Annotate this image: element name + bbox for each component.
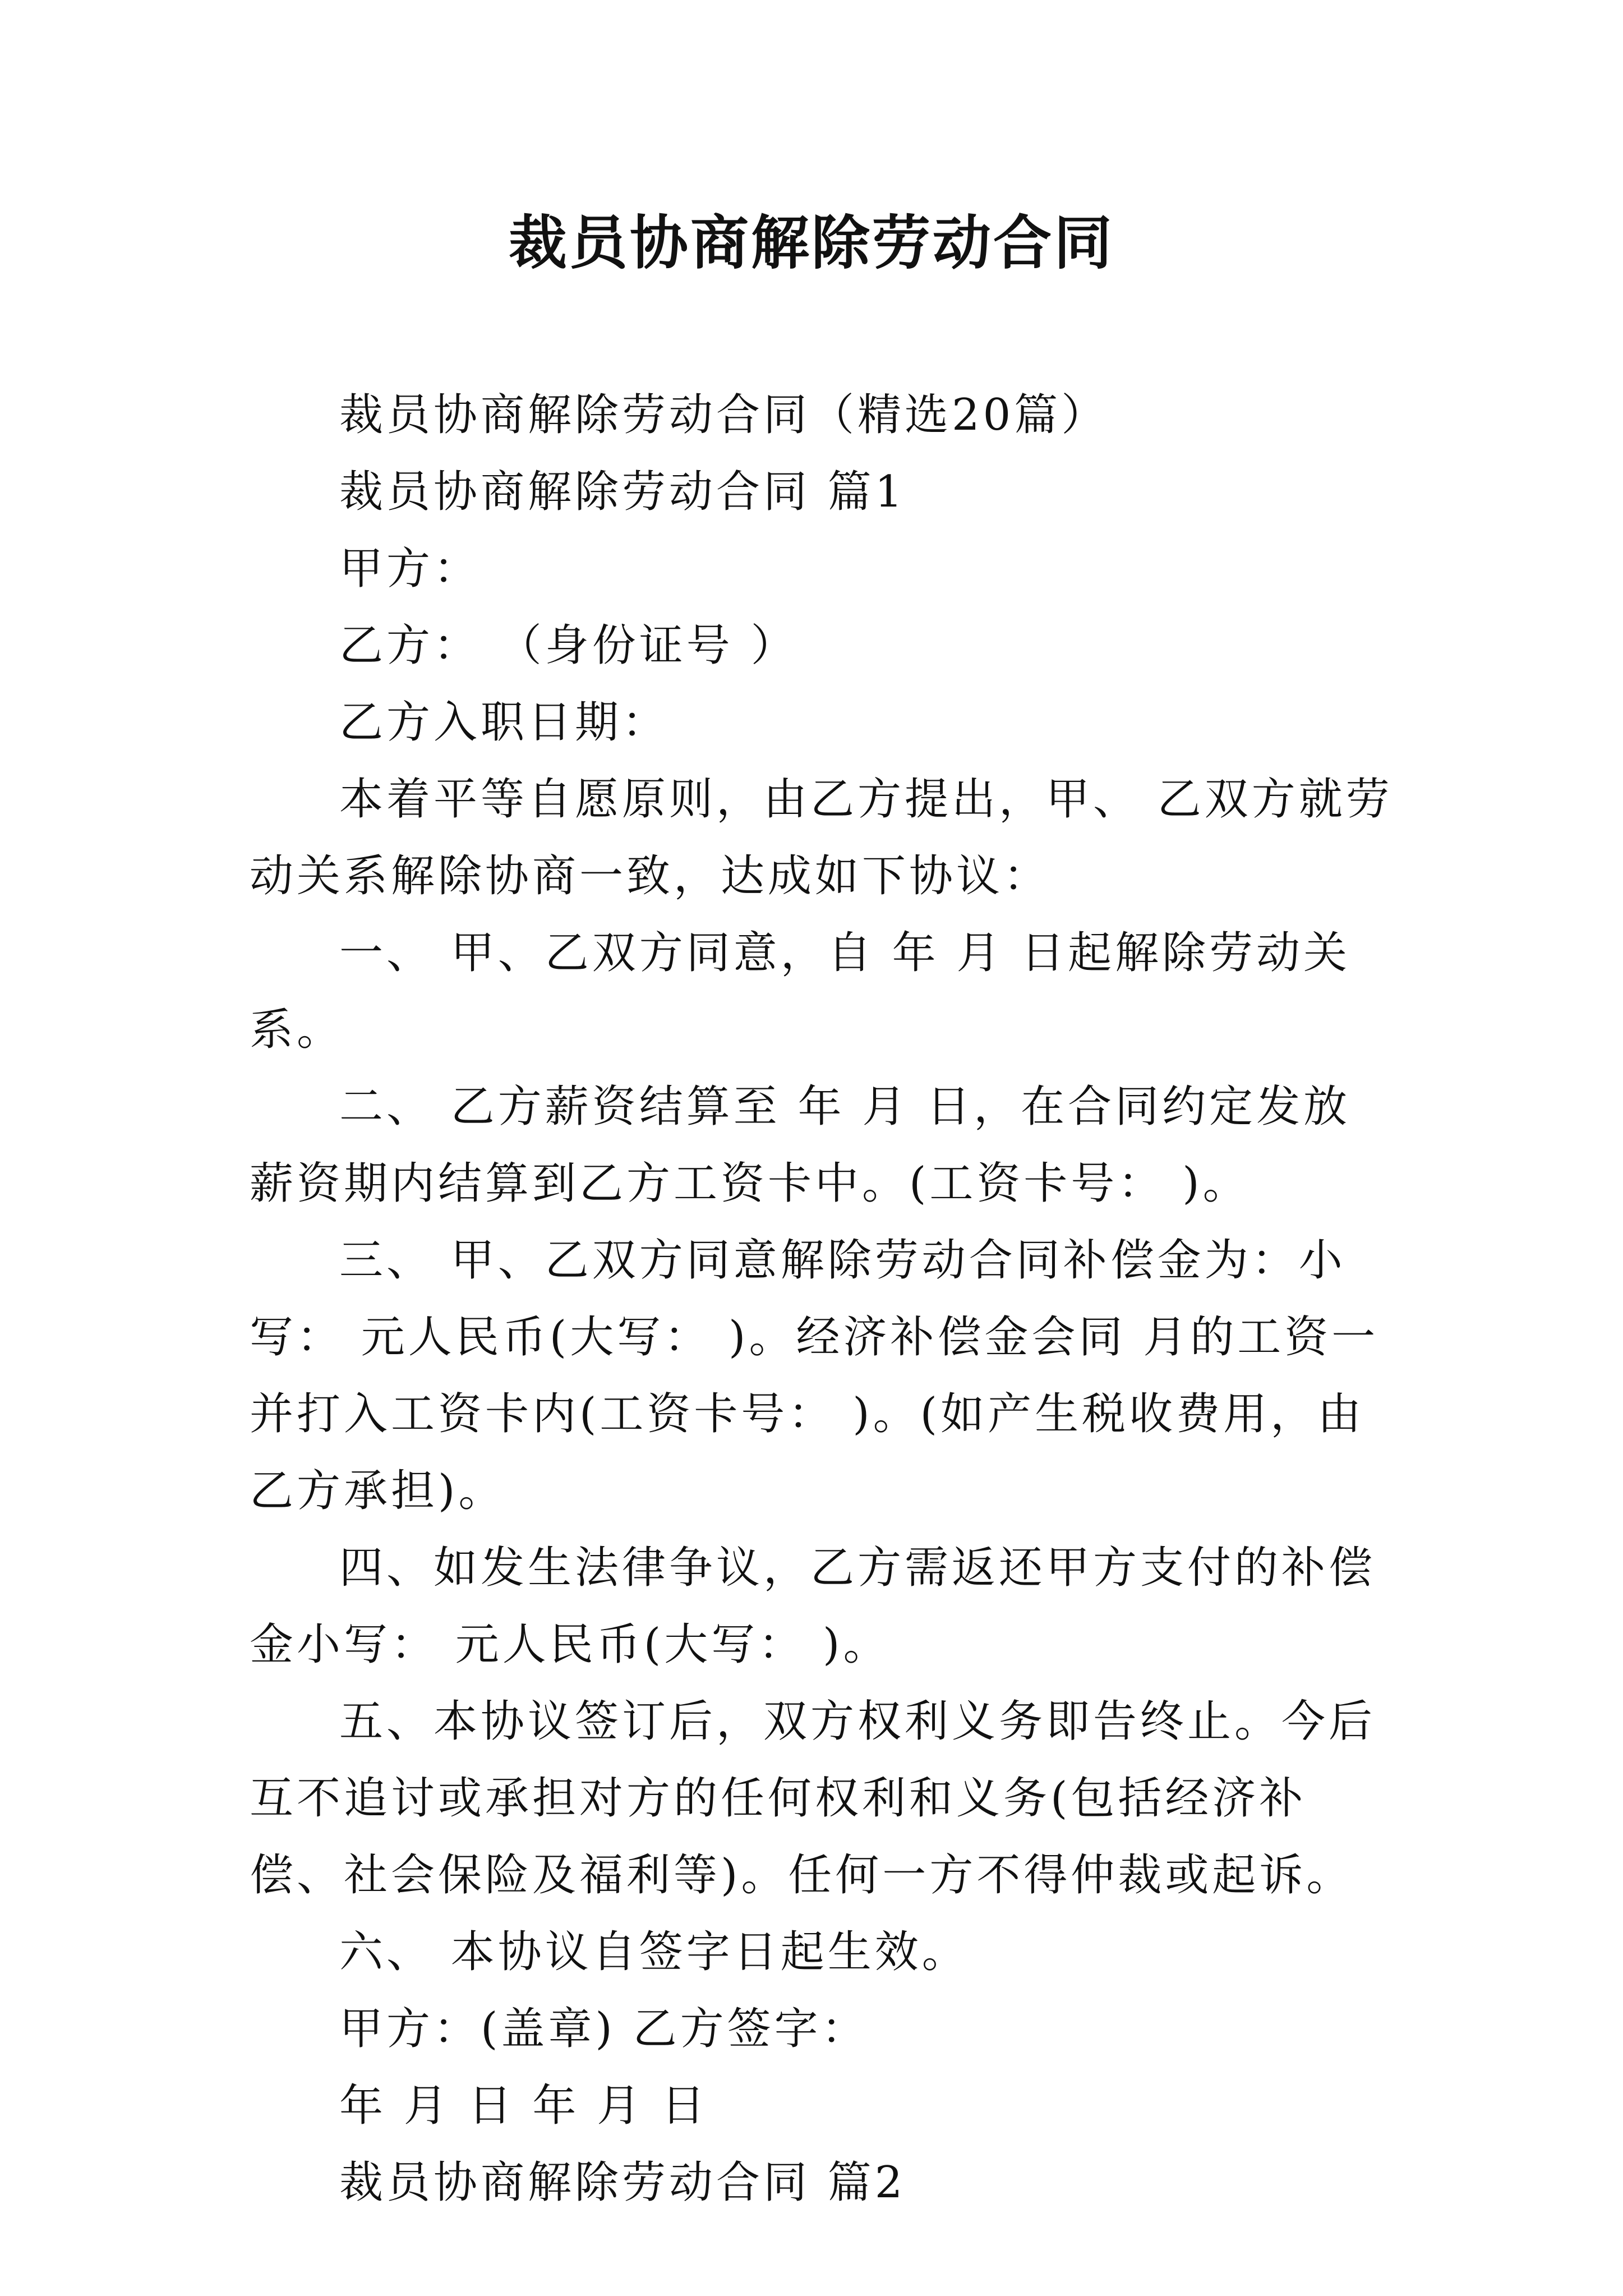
document-body [250, 377, 1394, 2221]
clause-1: 一、 甲、乙双方同意，自 年 月 日起解除劳动关系。 [250, 928, 1351, 1055]
party-b-line: 乙方： （身份证号 ） [339, 620, 798, 671]
clause-4: 四、如发生法律争议，乙方需返还甲方支付的补偿金小写： 元人民币(大写： )。 [250, 1543, 1376, 1670]
clause-2: 二、 乙方薪资结算至 年 月 日，在合同约定发放薪资期内结算到乙方工资卡中。(工资卡号： )。 [250, 1082, 1351, 1209]
clause-5: 五、本协议签订后，双方权利义务即告终止。今后互不追讨或承担对方的任何权利和义务(包括经济补偿、社会保险及福利等)。任何一方不得仲裁或起诉。 [250, 1696, 1376, 1901]
section-heading-2: 裁员协商解除劳动合同 篇2 [339, 2157, 906, 2208]
entry-date-line: 乙方入职日期： [339, 697, 670, 748]
date-line: 年 月 日 年 月 日 [339, 2081, 708, 2131]
clause-3: 三、 甲、乙双方同意解除劳动合同补偿金为：小写： 元人民币(大写： )。经济补偿金会同 月的工资一并打入工资卡内(工资卡号： )。(如产生税收费用，由乙方承担)。 [250, 1235, 1379, 1516]
preamble-paragraph: 本着平等自愿原则，由乙方提出，甲、 乙双方就劳动关系解除协商一致，达成如下协议： [250, 774, 1393, 901]
document-title: 裁员协商解除劳动合同 [508, 208, 1114, 277]
subtitle-paragraph: 裁员协商解除劳动合同（精选20篇） [339, 390, 1109, 440]
signature-line: 甲方：(盖章) 乙方签字： [339, 2004, 869, 2054]
section-heading: 裁员协商解除劳动合同 篇1 [339, 467, 906, 517]
clause-6: 六、 本协议自签字日起生效。 [339, 1927, 969, 1977]
party-a-line: 甲方： [339, 544, 481, 594]
